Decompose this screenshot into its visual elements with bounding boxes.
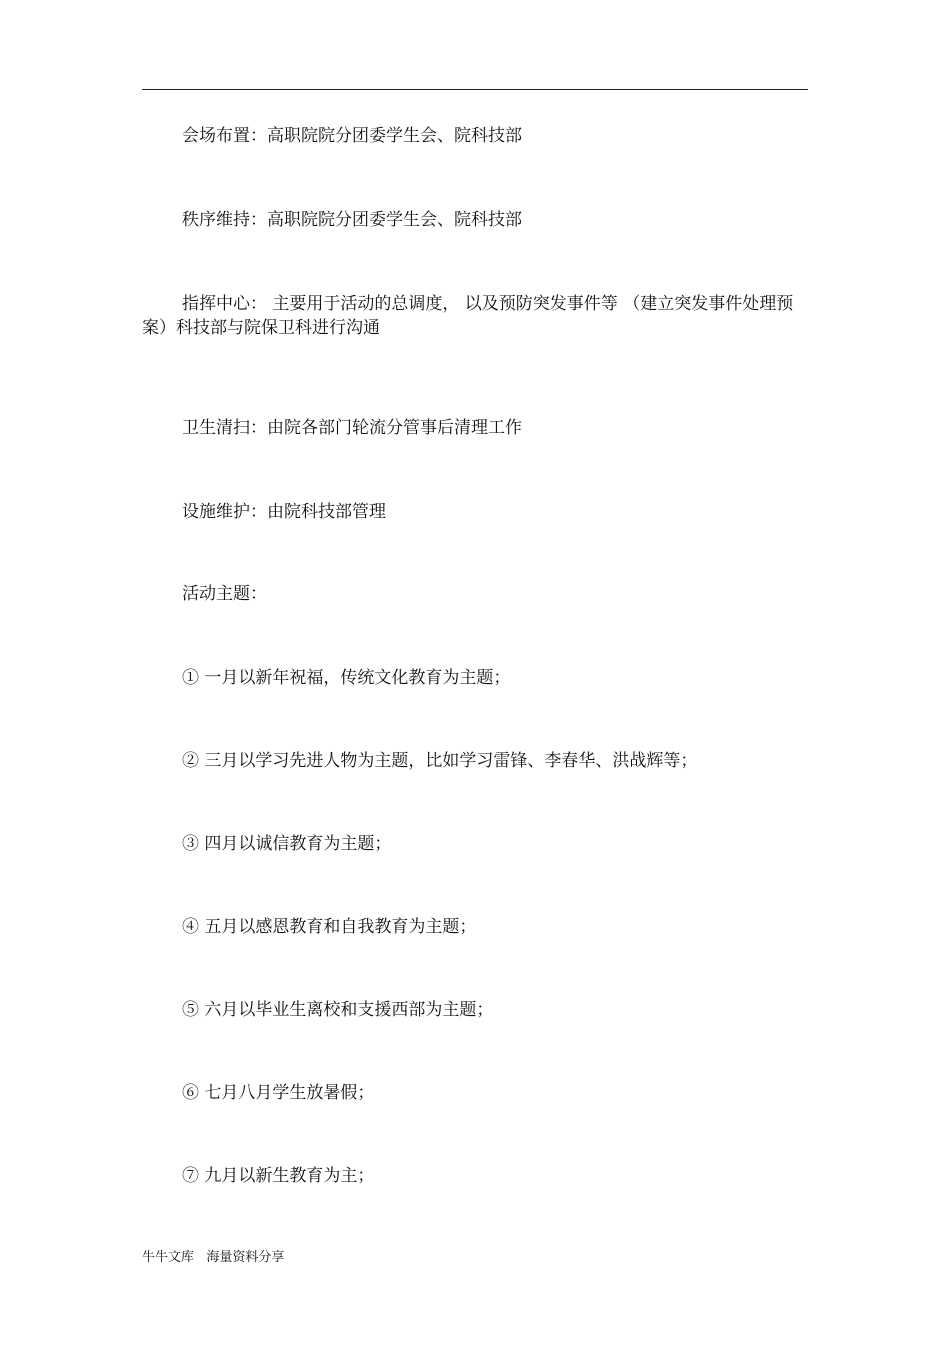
theme-item: ② 三月以学习先进人物为主题，比如学习雷锋、李春华、洪战辉等； [182, 751, 698, 771]
header-rule [142, 89, 808, 90]
maintenance-paragraph: 设施维护：由院科技部管理 [182, 502, 386, 522]
theme-item: ④ 五月以感恩教育和自我教育为主题； [182, 917, 477, 937]
order-paragraph: 秩序维持：高职院院分团委学生会、院科技部 [182, 210, 522, 230]
theme-heading: 活动主题： [182, 584, 267, 604]
theme-item: ⑤ 六月以毕业生离校和支援西部为主题； [182, 1000, 494, 1020]
theme-item: ③ 四月以诚信教育为主题； [182, 834, 392, 854]
theme-item: ⑦ 九月以新生教育为主； [182, 1166, 375, 1186]
page-footer: 牛牛文库 海量资料分享 [142, 1250, 285, 1265]
theme-item: ⑥ 七月八月学生放暑假； [182, 1083, 375, 1103]
cleaning-paragraph: 卫生清扫：由院各部门轮流分管事后清理工作 [182, 418, 522, 438]
venue-paragraph: 会场布置：高职院院分团委学生会、院科技部 [182, 126, 522, 146]
theme-item: ① 一月以新年祝福，传统文化教育为主题； [182, 668, 511, 688]
command-paragraph: 指挥中心： 主要用于活动的总调度， 以及预防突发事件等 （建立突发事件处理预案）科技部与院保卫科进行沟通 [142, 294, 794, 338]
